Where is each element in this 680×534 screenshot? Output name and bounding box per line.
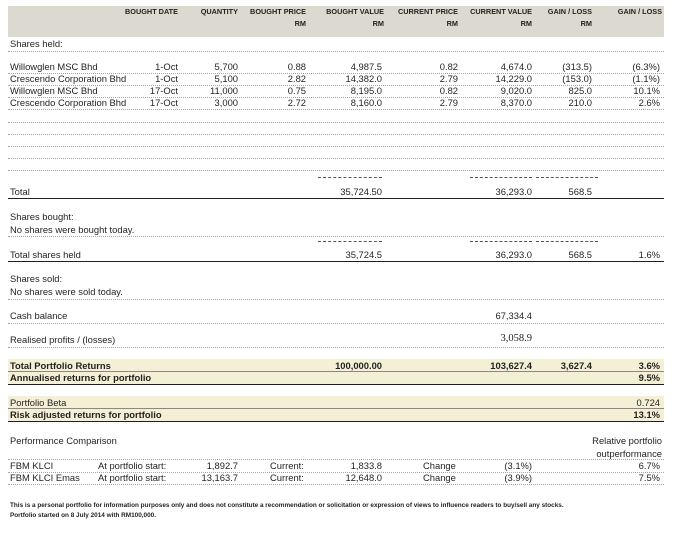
table-row (8, 484, 664, 485)
row-bought-value: 8,195.0 (350, 85, 382, 96)
header-bought-value: BOUGHT VALUE RM (326, 7, 384, 28)
total-held-label: Total shares held (10, 249, 81, 260)
total-held-current-value: 36,293.0 (495, 249, 532, 260)
separator (470, 241, 532, 242)
perf-change-label: Change (423, 460, 456, 471)
row-bought-date: 1-Oct (155, 61, 178, 72)
divider (8, 421, 664, 422)
table-row (8, 109, 664, 110)
row-gain-pct: 10.1% (633, 85, 660, 96)
header-current-price: CURRENT PRICE RM (398, 7, 458, 28)
realised-label: Realised profits / (losses) (10, 334, 116, 345)
separator (318, 241, 382, 242)
perf-current-value: 1,833.8 (350, 460, 382, 471)
perf-relative-value: 7.5% (638, 472, 660, 483)
row-gain-rm: (313.5) (562, 61, 592, 72)
row-bought-date: 17-Oct (149, 97, 178, 108)
total-label: Total (10, 186, 30, 197)
beta-label: Portfolio Beta (10, 397, 67, 408)
perf-change-value: (3.1%) (504, 460, 532, 471)
shares-sold-note: No shares were sold today. (10, 286, 123, 297)
row-bought-date: 1-Oct (155, 73, 178, 84)
portfolio-returns-pct: 3.6% (638, 360, 660, 371)
row-current-price: 2.79 (439, 97, 458, 108)
divider (8, 51, 664, 52)
total-gain: 568.5 (568, 186, 592, 197)
cash-label: Cash balance (10, 310, 68, 321)
performance-label: Performance Comparison (10, 435, 117, 446)
divider (8, 198, 664, 199)
row-stock-name: Willowglen MSC Bhd (10, 85, 98, 96)
divider (8, 384, 664, 385)
row-current-price: 0.82 (439, 61, 458, 72)
row-quantity: 3,000 (214, 97, 238, 108)
shares-bought-note: No shares were bought today. (10, 224, 135, 235)
total-held-bought-value: 35,724.5 (345, 249, 382, 260)
divider (8, 146, 664, 147)
row-stock-name: Crescendo Corporation Bhd (10, 73, 127, 84)
row-bought-value: 4,987.5 (350, 61, 382, 72)
perf-relative-value: 6.7% (638, 460, 660, 471)
row-gain-pct: (6.3%) (632, 61, 660, 72)
perf-start-value: 1,892.7 (206, 460, 238, 471)
total-current-value: 36,293.0 (495, 186, 532, 197)
header-gain-loss-rm: GAIN / LOSS RM (547, 7, 592, 28)
divider (8, 261, 664, 262)
perf-start-label: At portfolio start: (98, 460, 167, 471)
portfolio-returns-gain: 3,627.4 (560, 360, 592, 371)
portfolio-returns-current-value: 103,627.4 (490, 360, 532, 371)
risk-adjusted-pct: 13.1% (633, 409, 660, 420)
row-gain-rm: 210.0 (568, 97, 592, 108)
portfolio-returns-label: Total Portfolio Returns (10, 360, 111, 371)
total-bought-value: 35,724.50 (340, 186, 382, 197)
divider (8, 170, 664, 171)
row-quantity: 5,100 (214, 73, 238, 84)
row-bought-price: 0.88 (287, 61, 306, 72)
separator (536, 177, 598, 178)
header-quantity: QUANTITY (200, 7, 238, 16)
row-current-price: 2.79 (439, 73, 458, 84)
header-bought-price: BOUGHT PRICE RM (250, 7, 306, 28)
perf-start-value: 13,163.7 (201, 472, 238, 483)
perf-current-label: Current: (270, 472, 304, 483)
row-quantity: 11,000 (210, 85, 238, 96)
beta-value: 0.724 (636, 397, 660, 408)
row-bought-date: 17-Oct (149, 85, 178, 96)
divider (8, 347, 664, 348)
row-current-value: 4,674.0 (500, 61, 532, 72)
row-bought-price: 2.72 (287, 97, 306, 108)
divider (8, 299, 664, 300)
separator (536, 241, 598, 242)
row-gain-rm: 825.0 (568, 85, 592, 96)
realised-value: 3,058.9 (500, 333, 532, 344)
perf-index-name: FBM KLCI (10, 460, 54, 471)
footnote-line1: This is a personal portfolio for information purposes only and does not constitute a recommendation or solicitation or expression of views to influence readers to buy/sell any stocks. (10, 502, 564, 509)
perf-current-value: 12,648.0 (345, 472, 382, 483)
header-current-value: CURRENT VALUE RM (470, 7, 532, 28)
divider (8, 236, 664, 237)
divider (8, 158, 664, 159)
relative-label-line1: Relative portfolio (592, 435, 662, 446)
row-bought-value: 8,160.0 (350, 97, 382, 108)
perf-start-label: At portfolio start: (98, 472, 167, 483)
perf-change-label: Change (423, 472, 456, 483)
row-current-price: 0.82 (439, 85, 458, 96)
separator (470, 177, 532, 178)
relative-label-line2: outperformance (596, 448, 662, 459)
row-gain-pct: 2.6% (638, 97, 660, 108)
divider (8, 122, 664, 123)
footnote-line2: Portfolio started on 8 July 2014 with RM100,000. (10, 512, 156, 519)
row-current-value: 14,229.0 (495, 73, 532, 84)
total-held-gain: 568.5 (568, 249, 592, 260)
row-gain-pct: (1.1%) (632, 73, 660, 84)
shares-held-label: Shares held: (10, 38, 63, 49)
perf-change-value: (3.9%) (504, 472, 532, 483)
shares-bought-label: Shares bought: (10, 211, 74, 222)
annualised-pct: 9.5% (638, 372, 660, 383)
row-bought-price: 2.82 (287, 73, 306, 84)
row-current-value: 8,370.0 (500, 97, 532, 108)
perf-current-label: Current: (270, 460, 304, 471)
divider (8, 134, 664, 135)
row-bought-price: 0.75 (287, 85, 306, 96)
separator (318, 177, 382, 178)
total-held-pct: 1.6% (638, 249, 660, 260)
divider (8, 323, 664, 324)
row-current-value: 9,020.0 (500, 85, 532, 96)
row-stock-name: Crescendo Corporation Bhd (10, 97, 127, 108)
header-bought-date: BOUGHT DATE (125, 7, 178, 16)
row-bought-value: 14,382.0 (345, 73, 382, 84)
perf-index-name: FBM KLCI Emas (10, 472, 80, 483)
header-gain-loss-pct: GAIN / LOSS (617, 7, 662, 16)
annualised-label: Annualised returns for portfolio (10, 372, 152, 383)
row-gain-rm: (153.0) (562, 73, 592, 84)
cash-value: 67,334.4 (495, 310, 532, 321)
row-stock-name: Willowglen MSC Bhd (10, 61, 98, 72)
risk-adjusted-label: Risk adjusted returns for portfolio (10, 409, 162, 420)
row-quantity: 5,700 (214, 61, 238, 72)
portfolio-returns-bought-value: 100,000.00 (335, 360, 382, 371)
shares-sold-label: Shares sold: (10, 273, 63, 284)
